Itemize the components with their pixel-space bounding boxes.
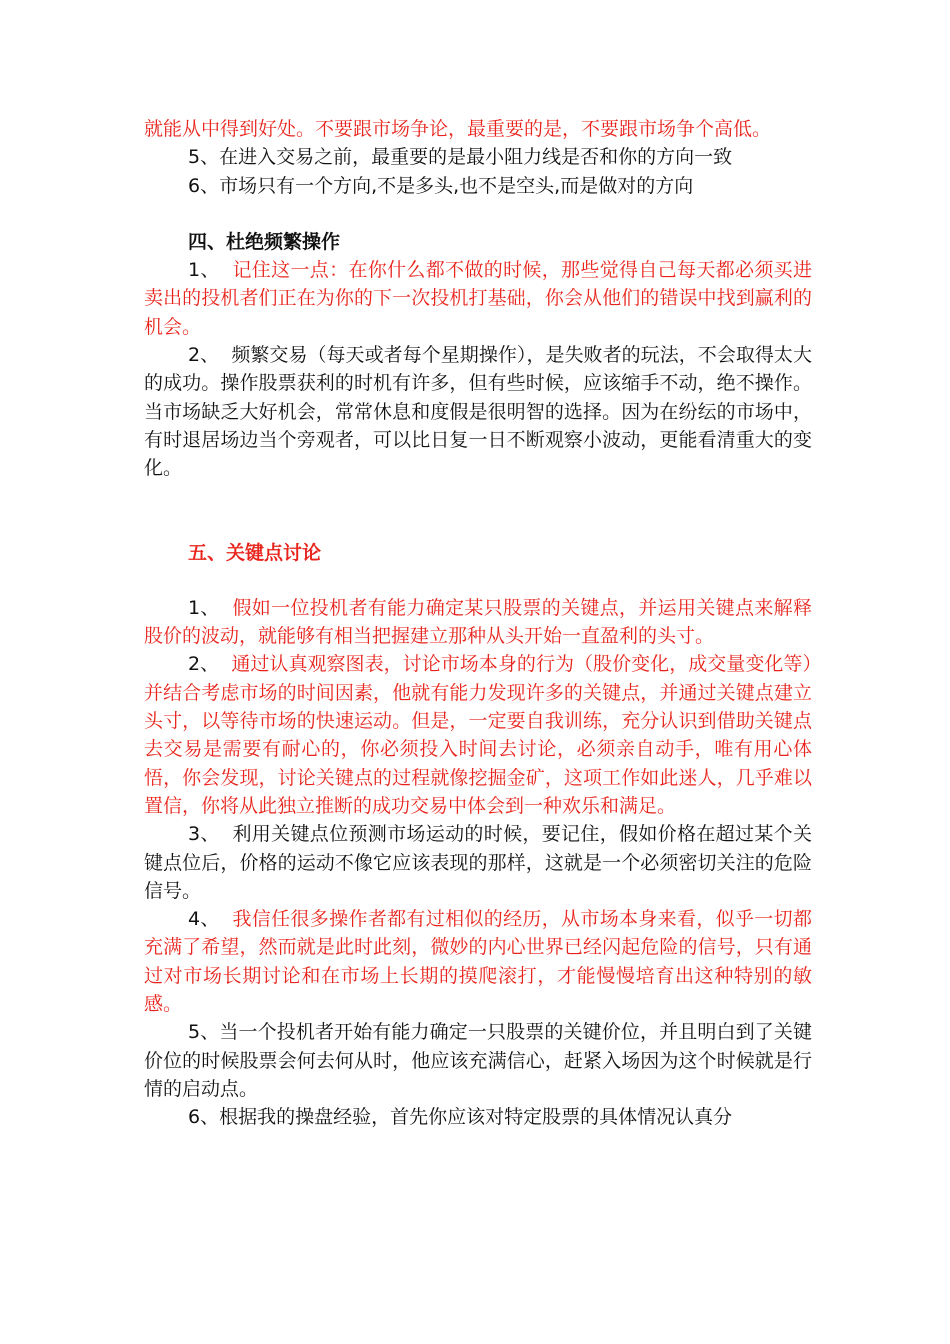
section5-item-4-number: 4、 xyxy=(188,908,220,931)
section3-continuation: 就能从中得到好处。不要跟市场争论，最重要的是，不要跟市场争个高低。 xyxy=(144,118,772,140)
section5-item-6: 6、根据我的操盘经验，首先你应该对特定股票的具体情况认真分 xyxy=(188,1106,733,1129)
section5-item-2-number: 2、 xyxy=(188,653,220,676)
section3-item-5: 5、在进入交易之前，最重要的是最小阻力线是否和你的方向一致 xyxy=(188,146,733,169)
section5-item-3 xyxy=(144,820,812,905)
section5-item-2 xyxy=(144,650,812,820)
section4-item-1-text: 记住这一点：在你什么都不做的时候，那些觉得自己每天都必须买进卖出的投机者们正在为你的下一次投机打基础，你会从他们的错误中找到赢利的机会。 xyxy=(144,259,812,338)
section5-item-4-text: 我信任很多操作者都有过相似的经历，从市场本身来看，似乎一切都充满了希望，然而就是此时此刻，微妙的内心世界已经闪起危险的信号，只有通过对市场长期讨论和在市场上长期的摸爬滚打，才能慢慢培育出这种特别的敏感。 xyxy=(144,908,812,1016)
document-page xyxy=(144,115,812,1132)
section3-item-6: 6、市场只有一个方向,不是多头,也不是空头,而是做对的方向 xyxy=(188,174,694,197)
section5-item-1-number: 1、 xyxy=(188,596,220,619)
section4-heading: 四、杜绝频繁操作 xyxy=(188,230,341,253)
spacer xyxy=(144,200,812,228)
spacer xyxy=(144,483,812,539)
section5-item-2-text: 通过认真观察图表，讨论市场本身的行为（股价变化，成交量变化等）并结合考虑市场的时间因素，他就有能力发现许多的关键点，并通过关键点建立头寸，以等待市场的快速运动。但是，一定要自我训练，充分认识到借助关键点去交易是需要有耐心的，你必须投入时间去讨论，必须亲自动手，唯有用心体悟，你会发现，讨论关键点的过程就像挖掘金矿，这项工作如此迷人，几乎难以置信，你将从此独立推断的成功交易中体会到一种欢乐和满足。 xyxy=(144,653,812,817)
section4-item-2 xyxy=(144,341,812,482)
spacer xyxy=(144,567,812,594)
section5-item-3-number: 3、 xyxy=(188,823,220,846)
section5-item-4 xyxy=(144,905,812,1018)
section4-item-2-number: 2、 xyxy=(188,344,220,367)
section4-item-1-number: 1、 xyxy=(188,259,220,282)
section5-heading: 五、关键点讨论 xyxy=(188,541,322,564)
section5-item-1 xyxy=(144,594,812,651)
section5-item-3-text: 利用关键点位预测市场运动的时候，要记住，假如价格在超过某个关键点位后，价格的运动不像它应该表现的那样，这就是一个必须密切关注的危险信号。 xyxy=(144,823,812,902)
section5-item-5: 5、当一个投机者开始有能力确定一只股票的关键价位，并且明白到了关键价位的时候股票会何去何从时，他应该充满信心，赶紧入场因为这个时候就是行情的启动点。 xyxy=(144,1021,812,1100)
section5-item-1-text: 假如一位投机者有能力确定某只股票的关键点，并运用关键点来解释股价的波动，就能够有相当把握建立那种从头开始一直盈利的头寸。 xyxy=(144,596,812,648)
section4-item-2-text: 频繁交易（每天或者每个星期操作），是失败者的玩法，不会取得太大的成功。操作股票获利的时机有许多，但有些时候，应该缩手不动，绝不操作。当市场缺乏大好机会，常常休息和度假是很明智的选择。因为在纷纭的市场中，有时退居场边当个旁观者，可以比日复一日不断观察小波动，更能看清重大的变化。 xyxy=(144,344,812,480)
section4-item-1 xyxy=(144,256,812,341)
